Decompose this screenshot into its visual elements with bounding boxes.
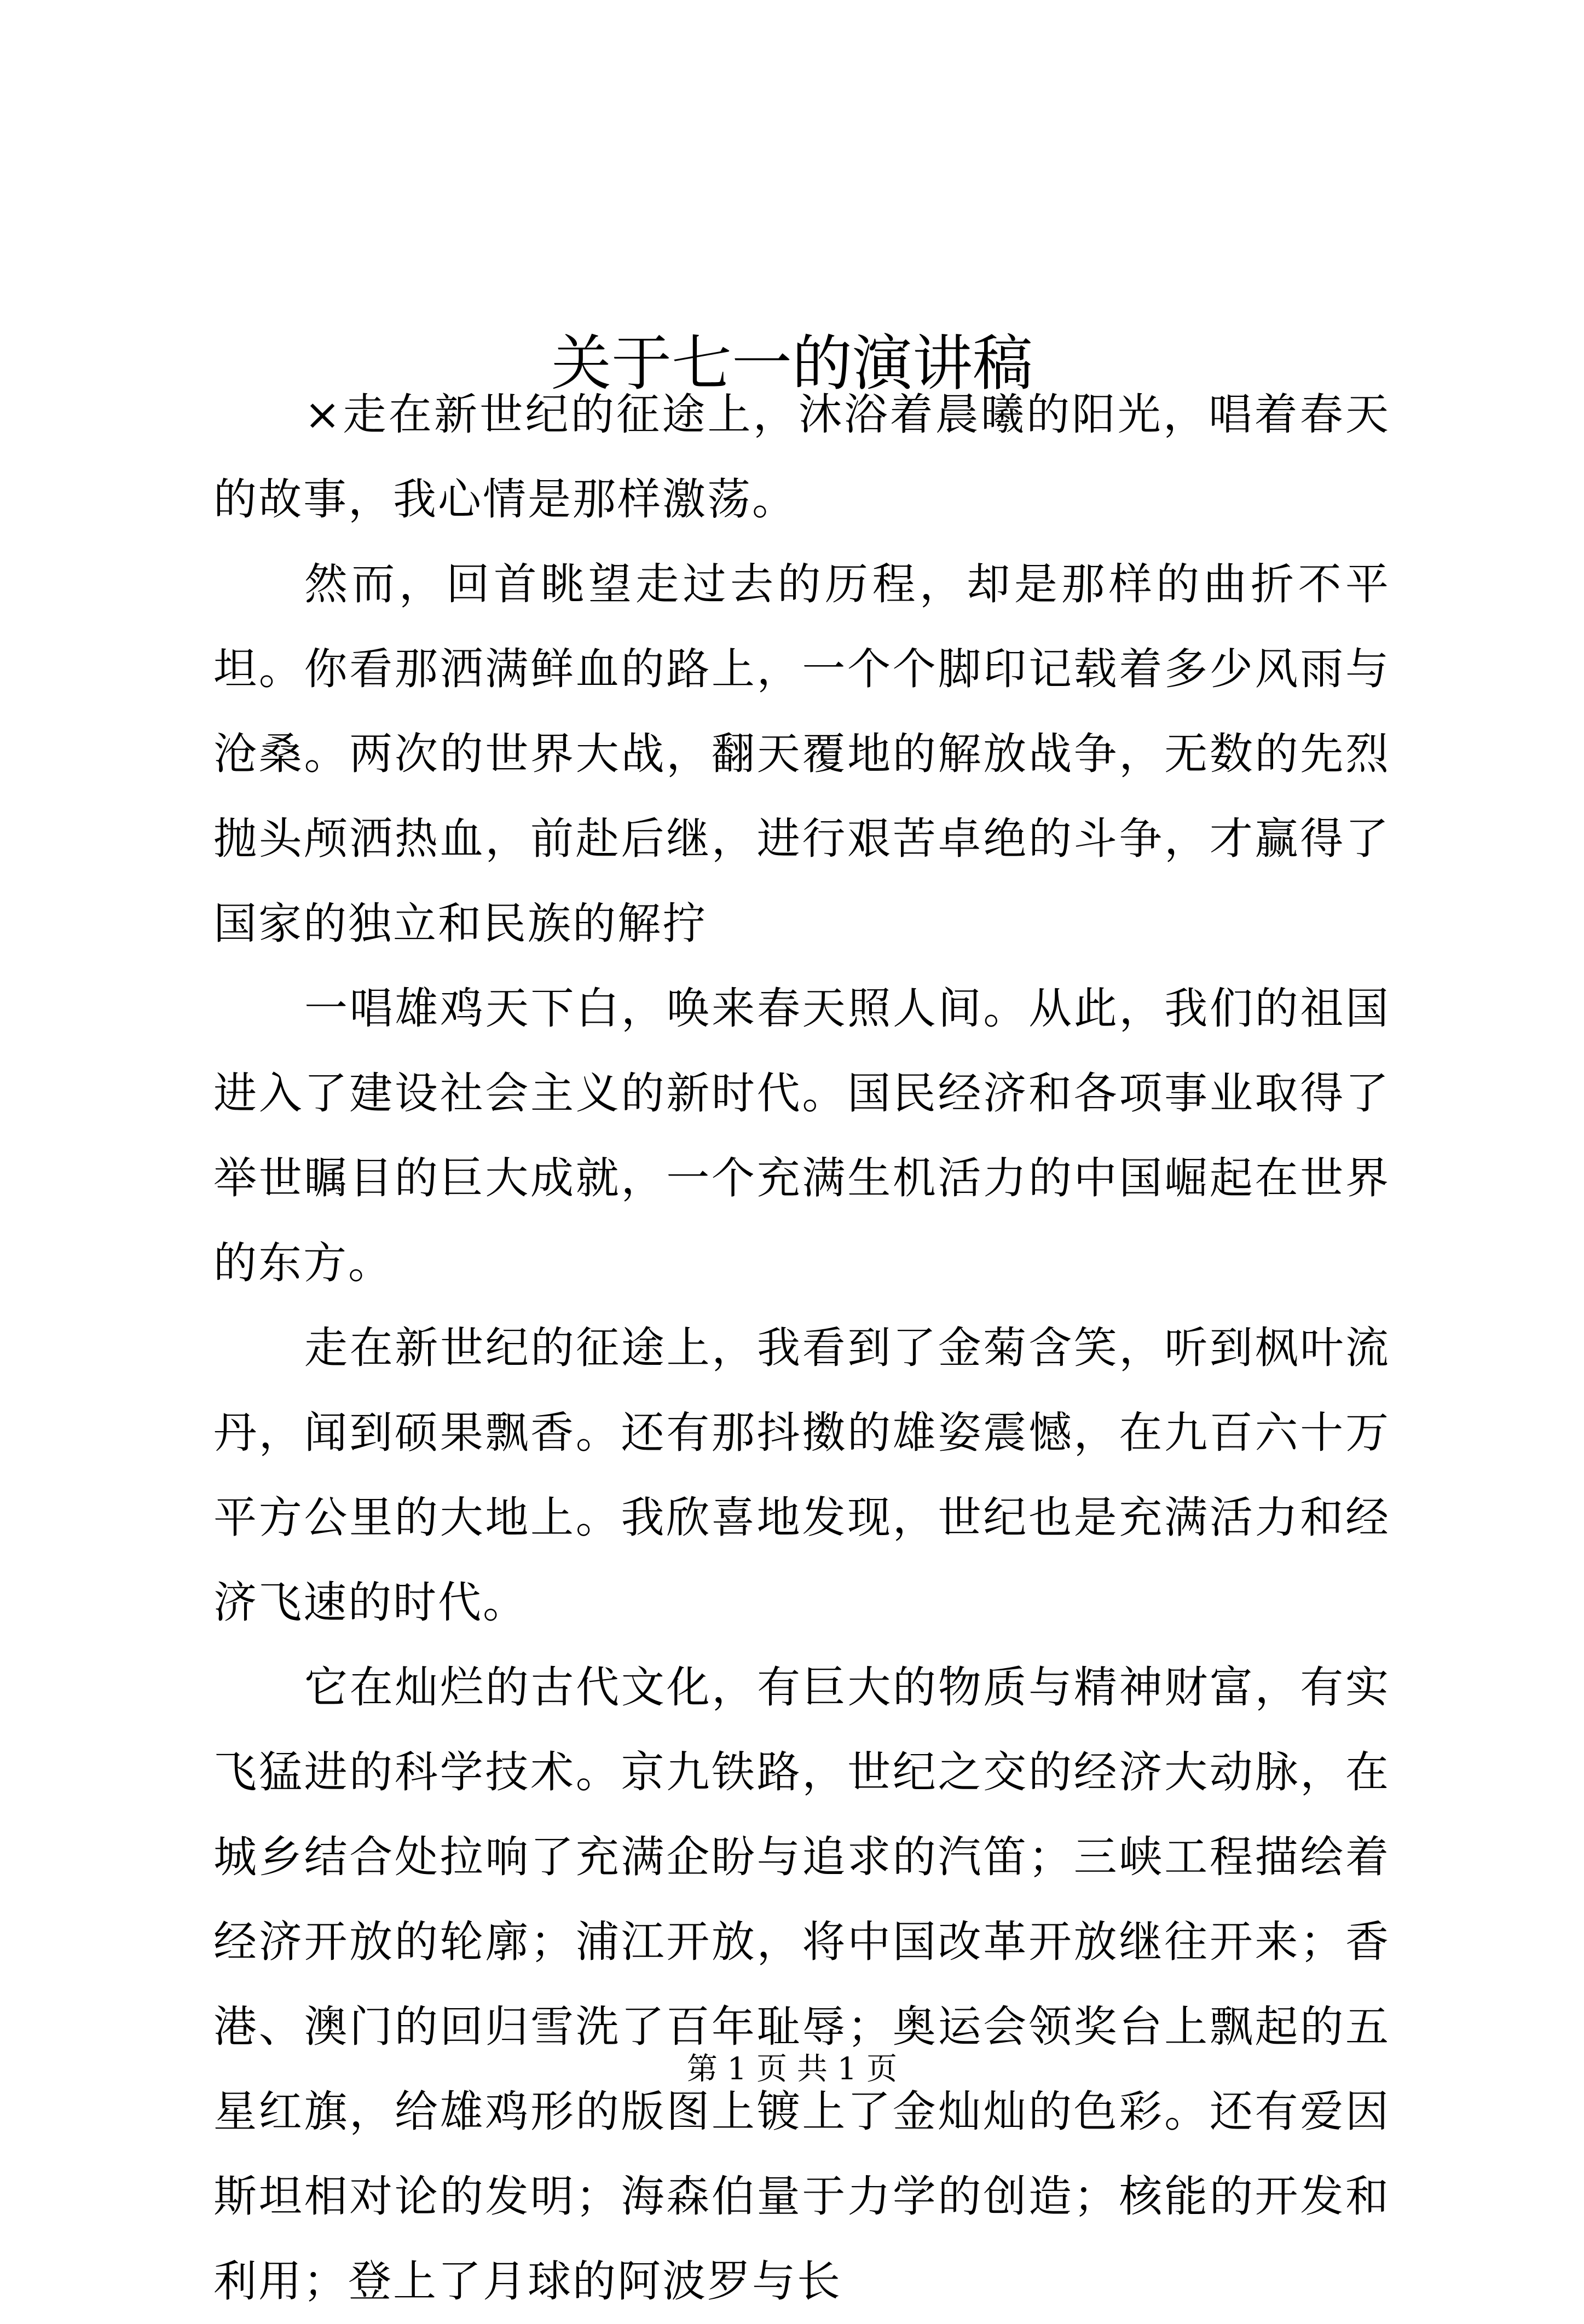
paragraph-4: 走在新世纪的征途上，我看到了金菊含笑，听到枫叶流丹，闻到硕果飘香。还有那抖擞的雄姿震憾，在九百六十万平方公里的大地上。我欣喜地发现，世纪也是充满活力和经济飞速的时代。 — [213, 1323, 1390, 1628]
paragraph-3: 一唱雄鸡天下白，唤来春天照人间。从此，我们的祖国进入了建设社会主义的新时代。国民经济和各项事业取得了举世瞩目的巨大成就，一个充满生机活力的中国崛起在世界的东方。 — [213, 983, 1390, 1288]
paragraph-1: ×走在新世纪的征途上，沐浴着晨曦的阳光，唱着春天的故事，我心情是那样激荡。 — [213, 389, 1390, 524]
paragraph-2: 然而，回首眺望走过去的历程，却是那样的曲折不平坦。你看那洒满鲜血的路上，一个个脚印记载着多少风雨与沧桑。两次的世界大战，翻天覆地的解放战争，无数的先烈抛头颅洒热血，前赴后继，进行艰苦卓绝的斗争，才赢得了国家的独立和民族的解拧 — [213, 559, 1390, 949]
page-footer: 第 1 页 共 1 页 — [686, 2051, 898, 2087]
document-body — [213, 372, 1390, 2324]
document-title: 关于七一的演讲稿 — [551, 328, 1033, 399]
paragraph-5: 它在灿烂的古代文化，有巨大的物质与精神财富，有实飞猛进的科学技术。京九铁路，世纪之交的经济大动脉，在城乡结合处拉响了充满企盼与追求的汽笛；三峡工程描绘着经济开放的轮廓；浦江开放，将中国改革开放继往开来；香港、澳门的回归雪洗了百年耻辱；奥运会领奖台上飘起的五星红旗，给雄鸡形的版图上镀上了金灿灿的色彩。还有爱因斯坦相对论的发明；海森伯量于力学的创造；核能的开发和利用；登上了月球的阿波罗与长 — [213, 1662, 1390, 2306]
